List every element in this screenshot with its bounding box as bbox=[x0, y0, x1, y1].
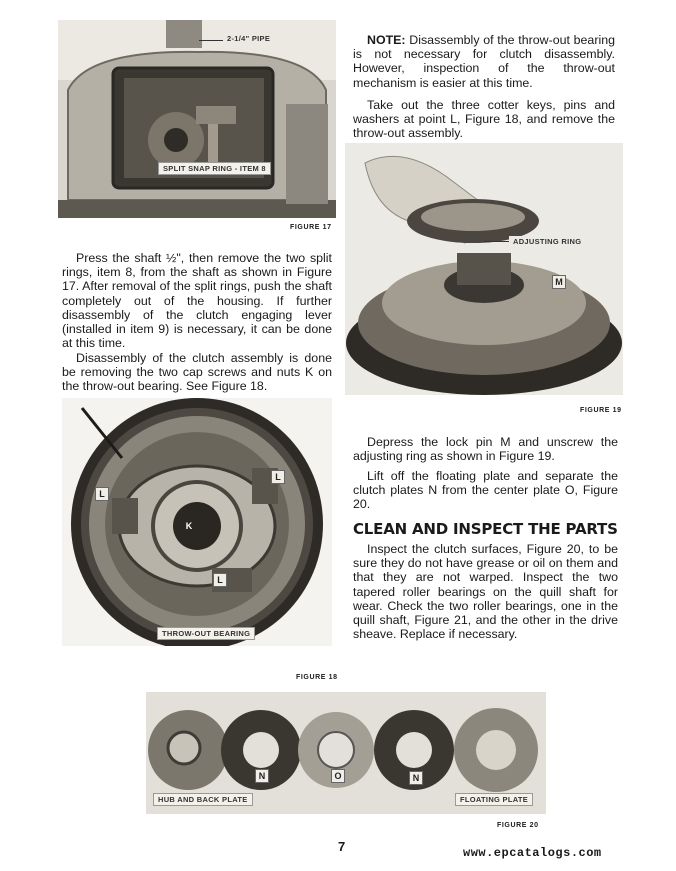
callout-L-bottom: L bbox=[213, 573, 227, 587]
figure-17-photo bbox=[58, 20, 336, 218]
callout-ring-line bbox=[484, 241, 509, 242]
footer-url-link[interactable]: www.epcatalogs.com bbox=[463, 846, 602, 860]
callout-N-left: N bbox=[255, 769, 269, 783]
page-number: 7 bbox=[338, 839, 346, 854]
figure-17-label: FIGURE 17 bbox=[290, 224, 332, 231]
figure-18-label: FIGURE 18 bbox=[296, 674, 338, 681]
callout-O: O bbox=[331, 769, 345, 783]
figure-19-photo bbox=[345, 143, 623, 395]
paragraph-cotter-keys: Take out the three cotter keys, pins and washers at point L, Figure 18, and remove the throw-out assembly. bbox=[353, 98, 615, 141]
figure-18-photo bbox=[62, 398, 332, 646]
paragraph-press-shaft: Press the shaft ½", then remove the two split rings, item 8, from the shaft as shown in Figure 17. After removal of the split rings, push the shaft completely out of the housing. If further disassembly of the clutch engaging lever (installed in item 9) is necessary, it can be done at this time. bbox=[62, 251, 332, 351]
paragraph-lift-floating-plate: Lift off the floating plate and separate the clutch plates N from the center plate O, Figure 20. bbox=[353, 469, 618, 512]
callout-K: K bbox=[185, 521, 193, 531]
callout-floating-plate: FLOATING PLATE bbox=[455, 793, 533, 806]
note-text: Disassembly of the throw-out bearing is not necessary for clutch disassembly. However, inspection of the throw-out mechanism is easier at this time. bbox=[353, 33, 615, 90]
section-heading-clean-inspect: CLEAN AND INSPECT THE PARTS bbox=[353, 520, 618, 538]
paragraph-note bbox=[353, 33, 615, 90]
callout-adjusting-ring: ADJUSTING RING bbox=[509, 236, 585, 247]
callout-L-left: L bbox=[95, 487, 109, 501]
callout-pipe-line bbox=[199, 40, 223, 41]
callout-pipe: 2-1/4" PIPE bbox=[223, 33, 274, 44]
callout-split-snap-ring: SPLIT SNAP RING - ITEM 8 bbox=[158, 162, 271, 175]
callout-throw-out-bearing: THROW-OUT BEARING bbox=[157, 627, 255, 640]
paragraph-depress-lock-pin: Depress the lock pin M and unscrew the adjusting ring as shown in Figure 19. bbox=[353, 435, 618, 464]
callout-N-right: N bbox=[409, 771, 423, 785]
note-label: NOTE: bbox=[367, 33, 406, 47]
figure-20-label: FIGURE 20 bbox=[497, 822, 539, 829]
callout-L-right: L bbox=[271, 470, 285, 484]
paragraph-inspect-parts: Inspect the clutch surfaces, Figure 20, to be sure they do not have grease or oil on them and that they are not warped. Inspect the two tapered roller bearings on the quill shaft for wear. Check the two roller bearings, one in the quill shaft, Figure 21, and the other in the drive sheave. Replace if necessary. bbox=[353, 542, 618, 642]
paragraph-clutch-disassembly: Disassembly of the clutch assembly is done be removing the two cap screws and nuts K on the throw-out bearing. See Figure 18. bbox=[62, 351, 332, 394]
figure-19-label: FIGURE 19 bbox=[580, 407, 622, 414]
callout-hub-back-plate: HUB AND BACK PLATE bbox=[153, 793, 253, 806]
callout-M: M bbox=[552, 275, 566, 289]
